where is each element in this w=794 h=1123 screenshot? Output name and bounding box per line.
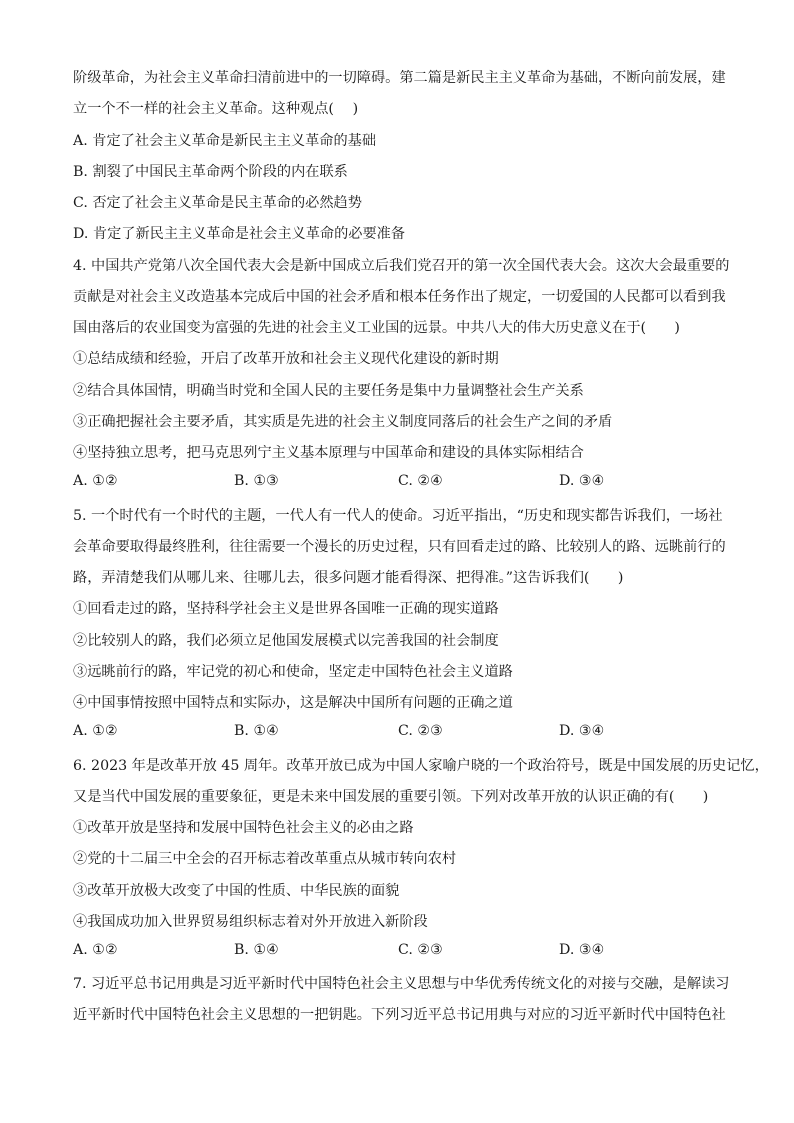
statement-line: ②结合具体国情，明确当时党和全国人民的主要任务是集中力量调整社会生产关系 (73, 383, 584, 399)
statement-line: ③改革开放极大改变了中国的性质、中华民族的面貌 (73, 883, 400, 899)
statement-line: ③正确把握社会主要矛盾，其实质是先进的社会主义制度同落后的社会生产之间的矛盾 (73, 414, 613, 430)
text-line: 会革命要取得最终胜利，往往需要一个漫长的历史过程，只有回看走过的路、比较别人的路、远眺前行的 (73, 539, 726, 555)
choice-line: B. 割裂了中国民主革命两个阶段的内在联系 (73, 164, 348, 180)
text-line: 立一个不一样的社会主义革命。这种观点( ) (73, 101, 359, 117)
text-line: 国由落后的农业国变为富强的先进的社会主义工业国的远景。中共八大的伟大历史意义在于( ) (73, 320, 680, 336)
text-line: 近平新时代中国特色社会主义思想的一把钥匙。下列习近平总书记用典与对应的习近平新时代中国特色社 (73, 1007, 726, 1023)
option-a: A. ①② (73, 942, 118, 958)
option-d: D. ③④ (559, 473, 605, 489)
statement-line: ③远眺前行的路，牢记党的初心和使命，坚定走中国特色社会主义道路 (73, 664, 513, 680)
statement-line: ②党的十二届三中全会的召开标志着改革重点从城市转向农村 (73, 851, 457, 867)
option-c: C. ②④ (398, 473, 443, 489)
option-d: D. ③④ (559, 723, 605, 739)
option-a: A. ①② (73, 723, 118, 739)
option-b: B. ①③ (234, 473, 279, 489)
question-5-text: 5. 一个时代有一个时代的主题，一代人有一代人的使命。习近平指出，“历史和现实都告诉我们，一场社 (73, 508, 723, 524)
question-4-text: 4. 中国共产党第八次全国代表大会是新中国成立后我们党召开的第一次全国代表大会。这次大会最重要的 (73, 258, 730, 274)
statement-line: ①总结成绩和经验，开启了改革开放和社会主义现代化建设的新时期 (73, 351, 499, 367)
question-6-text: 6. 2023 年是改革开放 45 周年。改革开放已成为中国人家喻户晓的一个政治符号，既是中国发展的历史记忆， (73, 758, 769, 774)
statement-line: ①改革开放是坚持和发展中国特色社会主义的必由之路 (73, 820, 414, 836)
text-line: 贡献是对社会主义改造基本完成后中国的社会矛盾和根本任务作出了规定，一切爱国的人民都可以看到我 (73, 289, 726, 305)
option-b: B. ①④ (234, 942, 279, 958)
choice-line: C. 否定了社会主义革命是民主革命的必然趋势 (73, 195, 362, 211)
option-b: B. ①④ (234, 723, 279, 739)
option-a: A. ①② (73, 473, 118, 489)
choice-line: D. 肯定了新民主主义革命是社会主义革命的必要准备 (73, 226, 406, 242)
option-d: D. ③④ (559, 942, 605, 958)
question-7-text: 7. 习近平总书记用典是习近平新时代中国特色社会主义思想与中华优秀传统文化的对接与交融，是解读习 (73, 976, 730, 992)
question-6-options (73, 942, 733, 962)
statement-line: ②比较别人的路，我们必须立足他国发展模式以完善我国的社会制度 (73, 633, 499, 649)
statement-line: ④中国事情按照中国特点和实际办，这是解决中国所有问题的正确之道 (73, 695, 513, 711)
text-line: 路，弄清楚我们从哪儿来、往哪儿去，很多问题才能看得深、把得准。”这告诉我们( ) (73, 570, 624, 586)
text-line: 阶级革命，为社会主义革命扫清前进中的一切障碍。第二篇是新民主主义革命为基础，不断向前发展，建 (73, 70, 726, 86)
question-4-options (73, 473, 733, 493)
text-line: 又是当代中国发展的重要象征，更是未来中国发展的重要引领。下列对改革开放的认识正确的有( ) (73, 789, 709, 805)
option-c: C. ②③ (398, 942, 443, 958)
option-c: C. ②③ (398, 723, 443, 739)
question-5-options (73, 723, 733, 743)
statement-line: ④坚持独立思考，把马克思列宁主义基本原理与中国革命和建设的具体实际相结合 (73, 445, 584, 461)
choice-line: A. 肯定了社会主义革命是新民主主义革命的基础 (73, 133, 377, 149)
statement-line: ④我国成功加入世界贸易组织标志着对外开放进入新阶段 (73, 914, 428, 930)
statement-line: ①回看走过的路，坚持科学社会主义是世界各国唯一正确的现实道路 (73, 601, 499, 617)
